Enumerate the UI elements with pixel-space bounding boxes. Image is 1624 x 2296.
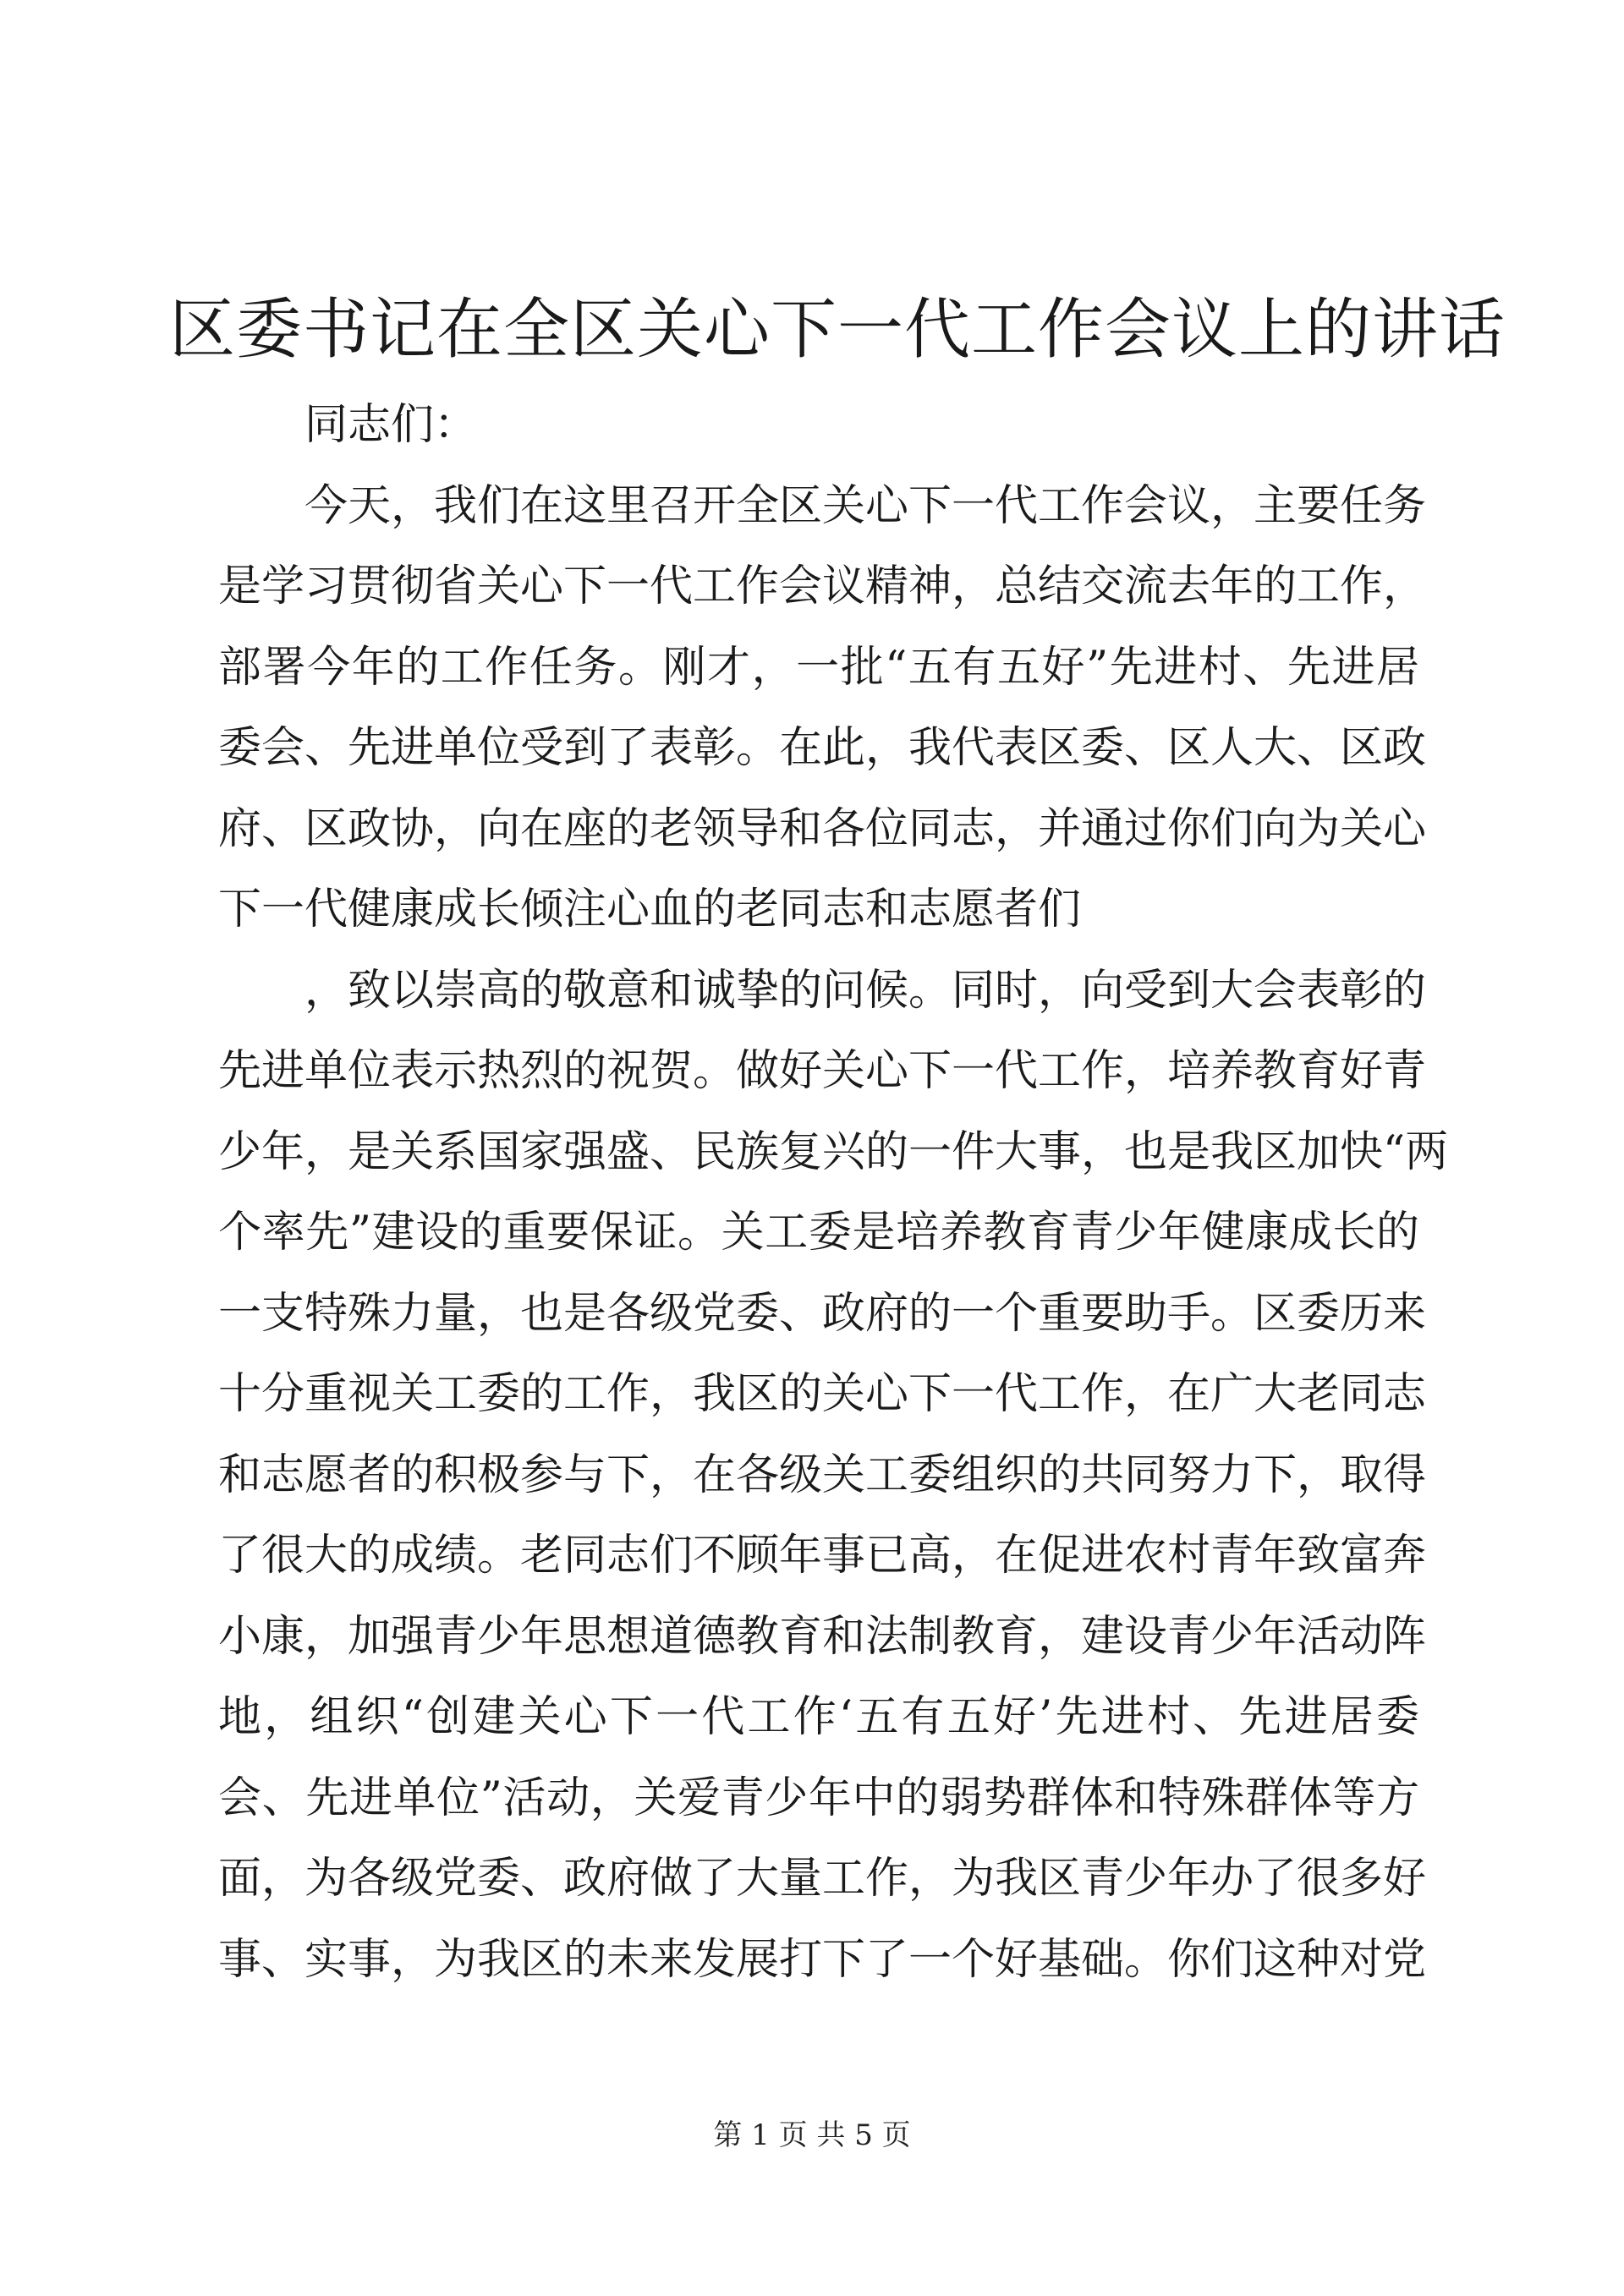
document-body <box>218 385 1449 2000</box>
body-line: 地，组织“创建关心下一代工作‘五有五好’先进村、先进居委 <box>218 1692 1419 1742</box>
document-title: 区委书记在全区关心下一代工作会议上的讲话 <box>169 292 1506 368</box>
page-footer: 第 1 页 共 5 页 <box>713 2118 911 2152</box>
body-line: 一支特殊力量，也是各级党委、政府的一个重要助手。区委历来 <box>218 1288 1427 1339</box>
body-line: 委会、先进单位受到了表彰。在此，我代表区委、区人大、区政 <box>218 723 1427 773</box>
body-line: 先进单位表示热烈的祝贺。做好关心下一代工作，培养教育好青 <box>218 1046 1427 1096</box>
body-line: 和志愿者的积极参与下，在各级关工委组织的共同努力下，取得 <box>218 1449 1427 1500</box>
body-line: 今天，我们在这里召开全区关心下一代工作会议，主要任务 <box>304 480 1427 531</box>
body-line: 个率先”建设的重要保证。关工委是培养教育青少年健康成长的 <box>218 1208 1419 1258</box>
body-line: 了很大的成绩。老同志们不顾年事已高，在促进农村青年致富奔 <box>218 1531 1427 1581</box>
body-line: ，致以崇高的敬意和诚挚的问候。同时，向受到大会表彰的 <box>304 965 1427 1016</box>
body-line: 是学习贯彻省关心下一代工作会议精神，总结交流去年的工作， <box>218 562 1427 611</box>
body-line: 府、区政协，向在座的老领导和各位同志，并通过你们向为关心 <box>218 803 1427 854</box>
body-line: 部署今年的工作任务。刚才，一批“五有五好”先进村、先进居 <box>218 642 1419 693</box>
body-line: 下一代健康成长倾注心血的老同志和志愿者们 <box>218 885 1082 934</box>
body-line: 十分重视关工委的工作，我区的关心下一代工作，在广大老同志 <box>218 1369 1427 1419</box>
body-line: 事、实事，为我区的未来发展打下了一个好基础。你们这种对党 <box>218 1934 1427 1985</box>
body-line: 面，为各级党委、政府做了大量工作，为我区青少年办了很多好 <box>218 1854 1427 1904</box>
body-line: 少年，是关系国家强盛、民族复兴的一件大事，也是我区加快“两 <box>218 1126 1449 1177</box>
body-line: 会、先进单位”活动，关爱青少年中的弱势群体和特殊群体等方 <box>218 1773 1419 1823</box>
body-line: 小康，加强青少年思想道德教育和法制教育，建设青少年活动阵 <box>218 1611 1427 1662</box>
body-line: 同志们： <box>304 400 478 450</box>
